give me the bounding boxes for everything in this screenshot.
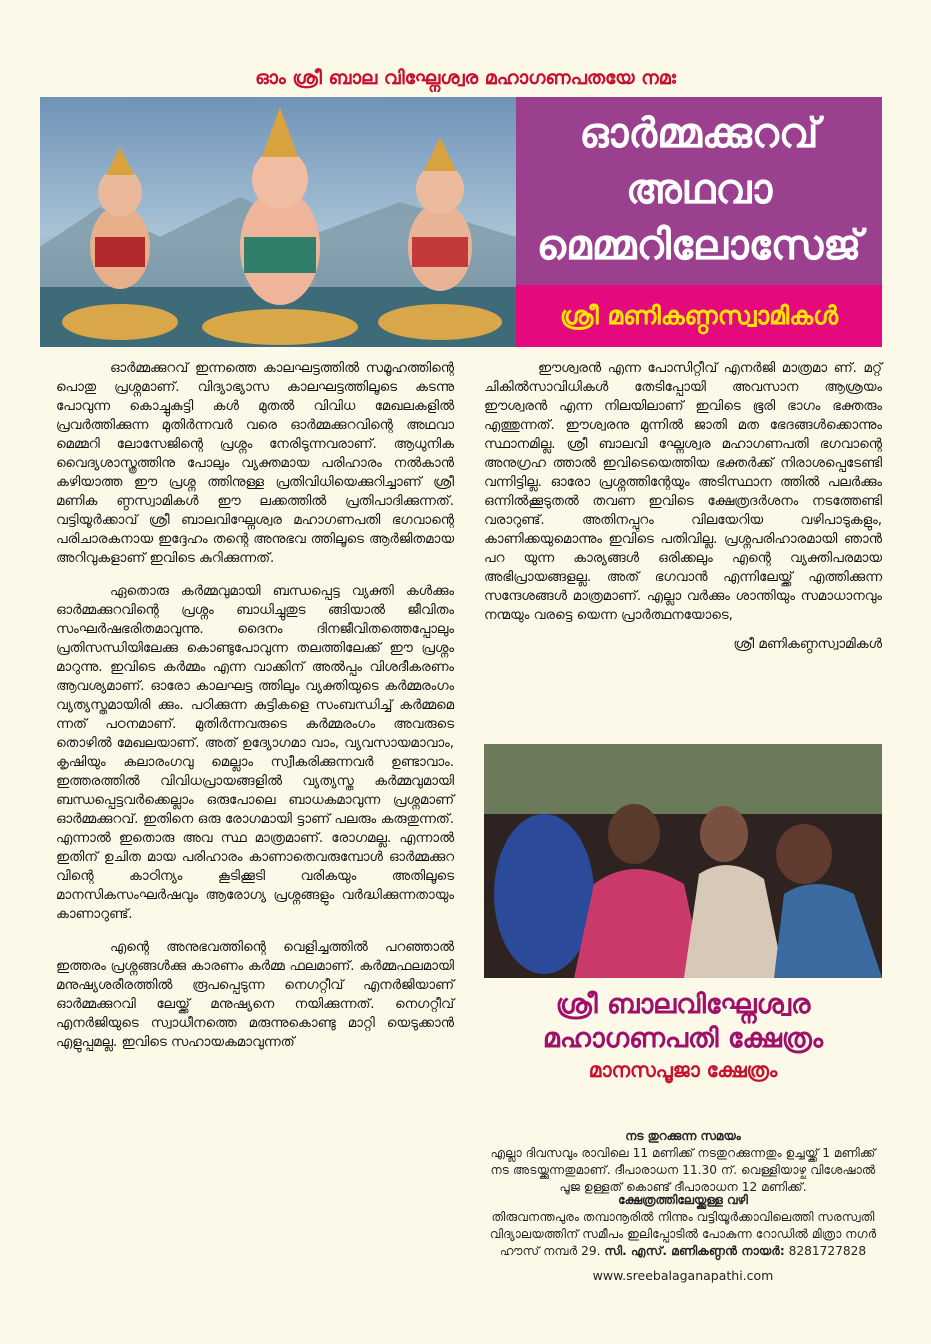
paragraph-2: ഏതൊരു കർമ്മവുമായി ബന്ധപ്പെട്ട വ്യക്തി കൾക്കും ഓർമ്മക്കുറവിന്റെ പ്രശ്നം ബാധിച്ചുതുട ങ്ങിയാൽ ജീവിതം സംഘർഷഭരിതമാവുന്നു. ദൈനം ദിനജീവിതത്തെപ്പോലും പ്രതിസന്ധിയിലേക്കു കൊണ്ടുപോവുന്ന തലത്തിലേക്ക് ഈ പ്രശ്നം മാറുന്നു. ഇവിടെ കർമ്മം എന്ന വാക്കിന് അൽപ്പം വിശദീകരണം ആവശ്യമാണ്. ഓരോ കാലഘട്ട ത്തിലും വ്യക്തിയുടെ കർമ്മരംഗം വ്യത്യസ്തമായിരി ക്കും. പഠിക്കുന്ന കുട്ടികളെ സംബന്ധിച്ച് കർമ്മമെ ന്നത് പഠനമാണ്. മുതിർന്നവരുടെ കർമ്മരംഗം അവരുടെ തൊഴിൽ മേഖലയാണ്. അത് ഉദ്യോഗമാ വാം, വ്യവസായമാവാം, കൃഷിയും കലാരംഗവു മെല്ലാം സ്വീകരിക്കുന്നവർ ഉണ്ടാവാം. ഇത്തരത്തിൽ വിവിധപ്രായങ്ങളിൽ വ്യത്യസ്ത കർമ്മവുമായി ബന്ധപ്പെട്ടവർക്കെല്ലാം ഒരുപോലെ ബാധകമാവുന്ന പ്രശ്നമാണ് ഓർമ്മക്കുറവ്. ഇതിനെ ഒരു രോഗമായി ട്ടാണ് പലരും കരുതുന്നത്. എന്നാൽ ഇതൊരു അവ സ്ഥ മാത്രമാണ്. രോഗമല്ല. എന്നാൽ ഇതിന് ഉചിത മായ പരിഹാരം കാണാതെവരുമ്പോൾ ഓർമ്മക്കുറ വിന്റെ കാഠിന്യം കൂടിക്കൂടി വരികയും അതിലൂടെ മാനസികസംഘർഷവും ആരോഗ്യ പ്രശ്നങ്ങളും വർദ്ധിക്കുന്നതായും കാണാറുണ്ട്. (56, 584, 454, 922)
temple-name-line-1: ശ്രീ ബാലവിഘ്നേശ്വര (555, 989, 811, 1020)
route-heading: ക്ഷേത്രത്തിലേയ്ക്കുള്ള വഴി (618, 1193, 748, 1207)
title-line-1: ഓർമ്മക്കുറവ് (579, 109, 819, 157)
title-line-3: മെമ്മറിലോസേജ് (536, 221, 862, 269)
article-left-column (56, 359, 454, 1066)
author-band: ശ്രീ മണികണ്ഠസ്വാമികൾ (516, 285, 882, 347)
title-line-2: അഥവാ (625, 165, 773, 213)
article-right-column (484, 359, 882, 654)
hours-text: എല്ലാ ദിവസവും രാവിലെ 11 മണിക്ക് നടതുറക്കുന്നതും ഉച്ചയ്ക്ക് 1 മണിക്ക് നട അടയ്ക്കുന്നതുമാണ്. ദീപാരാധന 11.30 ന്. വെള്ളിയാഴ്ച വിശേഷാൽ പൂജ ഉള്ളത് കൊണ്ട് ദീപാരാധന 12 മണിക്ക്. (490, 1146, 876, 1194)
temple-route (480, 1192, 886, 1260)
temple-name-line-2: മഹാഗണപതി ക്ഷേത്രം (542, 1023, 824, 1054)
paragraph-1: ഓർമ്മക്കുറവ് ഇന്നത്തെ കാലഘട്ടത്തിൽ സമൂഹത്തിന്റെ പൊതു പ്രശ്നമാണ്. വിദ്യാഭ്യാസ കാലഘട്ടത്തിലൂടെ കടന്നു പോവുന്ന കൊച്ചുകുട്ടി കൾ മുതൽ വിവിധ മേഖലകളിൽ പ്രവർത്തിക്കുന്ന മുതിർന്നവർ വരെ ഓർമ്മക്കുറവിന്റെ അഥവാ മെമ്മറി ലോസേജിന്റെ പ്രശ്നം നേരിടുന്നവരാണ്. ആധുനിക വൈദ്യശാസ്ത്രത്തിനു പോലും വ്യക്തമായ പരിഹാരം നൽകാൻ കഴിയാത്ത ഈ പ്രശ്ന ത്തിനുള്ള പ്രതിവിധിയെക്കുറിച്ചാണ് ശ്രീ മണിക ണ്ഠസ്വാമികൾ ഈ ലക്കത്തിൽ പ്രതിപാദിക്കുന്നത്. വട്ടിയൂർക്കാവ് ശ്രീ ബാലവിഘ്നേശ്വര മഹാഗണപതി ഭഗവാന്റെ പരിചാരകനായ ഇദ്ദേഹം തന്റെ അനുഭവ ത്തിലൂടെ ആർജിതമായ അറിവുകളാണ് ഇവിടെ കുറിക്കുന്നത്. (56, 361, 454, 566)
devotees-photo (484, 744, 882, 978)
paragraph-right: ഈശ്വരൻ എന്ന പോസിറ്റീവ് എനർജി മാത്രമാ ണ്. മറ്റ് ചികിൽസാവിധികൾ തേടിപ്പോയി അവസാന ആശ്രയം ഈശ്വരൻ എന്ന നിലയിലാണ് ഇവിടെ ഭൂരി ഭാഗം ഭക്തരും എത്തുന്നത്. ഈശ്വരനു മുന്നിൽ ജാതി മത ഭേദങ്ങൾക്കൊന്നും സ്ഥാനമില്ല. ശ്രീ ബാലവി ഘ്നേശ്വര മഹാഗണപതി ഭഗവാന്റെ അനുഗ്രഹ ത്താൽ ഇവിടെയെത്തിയ ഭക്തർക്ക് നിരാശപ്പെടേണ്ടി വന്നിട്ടില്ല. ഓരോ പ്രശ്നത്തിന്റേയും അടിസ്ഥാന ത്തിൽ പലർക്കും ഒന്നിൽക്കൂടുതൽ തവണ ഇവിടെ ക്ഷേത്രദർശനം നടത്തേണ്ടി വരാറുണ്ട്. അതിനപ്പുറം വിലയേറിയ വഴിപാടുകളും, കാണിക്കയുമൊന്നും ഇവിടെ പതിവില്ല. പ്രശ്നപരിഹാരമായി ഞാൻ പറ യുന്ന കാര്യങ്ങൾ ഒരിക്കലും എന്റെ വ്യക്തിപരമായ അഭിപ്രായങ്ങളല്ല. അത് ഭഗവാൻ എന്നിലേയ്ക്ക് എത്തിക്കുന്ന സന്ദേശങ്ങൾ മാത്രമാണ്. എല്ലാ വർക്കും ശാന്തിയും സമാധാനവും നന്മയും വരട്ടെ യെന്ന പ്രാർത്ഥനയോടെ, (484, 361, 882, 623)
ganesha-painting-image (40, 97, 516, 347)
house-number: ഹൗസ് നമ്പർ 29. (499, 1244, 601, 1258)
temple-subtitle: മാനസപൂജാ ക്ഷേത്രം (588, 1058, 778, 1082)
temple-name-block (484, 988, 882, 1084)
article-title-box (516, 97, 882, 285)
temple-hours (480, 1128, 886, 1196)
contact-phone: 8281727828 (788, 1244, 867, 1258)
signature: ശ്രീ മണികണ്ഠസ്വാമികൾ (733, 637, 882, 652)
route-text: തിരുവനന്തപുരം തമ്പാനൂരിൽ നിന്നും വട്ടിയൂർക്കാവിലെത്തി സരസ്വതി വിദ്യാലയത്തിന് സമീപം ഇലിപ്പോടിൽ പോകുന്ന റോഡിൽ മിത്രാ നഗർ (489, 1210, 877, 1241)
contact-name: സി. എസ്. മണികണ്ഠൻ നായർ: (604, 1244, 785, 1258)
website-link[interactable]: www.sreebalaganapathi.com (592, 1268, 774, 1283)
invocation-line: ഓം ശ്രീ ബാല വിഘ്നേശ്വര മഹാഗണപതയേ നമഃ (255, 67, 676, 89)
hours-heading: നട തുറക്കുന്ന സമയം (625, 1129, 741, 1143)
paragraph-3: എന്റെ അനുഭവത്തിന്റെ വെളിച്ചത്തിൽ പറഞ്ഞാൽ ഇത്തരം പ്രശ്നങ്ങൾക്കു കാരണം കർമ്മ ഫലമാണ്. കർമ്മഫലമായി മനുഷ്യശരീരത്തിൽ രൂപപ്പെടുന്ന നെഗറ്റീവ് എനർജിയാണ് ഓർമ്മക്കുറവി ലേയ്ക്ക് മനുഷ്യനെ നയിക്കുന്നത്. നെഗറ്റീവ് എനർജിയുടെ സ്വാധീനത്തെ മരുന്നുകൊണ്ടു മാറ്റി യെടുക്കാൻ എളുപ്പമല്ല. ഇവിടെ സഹായകമാവുന്നത് (56, 940, 454, 1050)
